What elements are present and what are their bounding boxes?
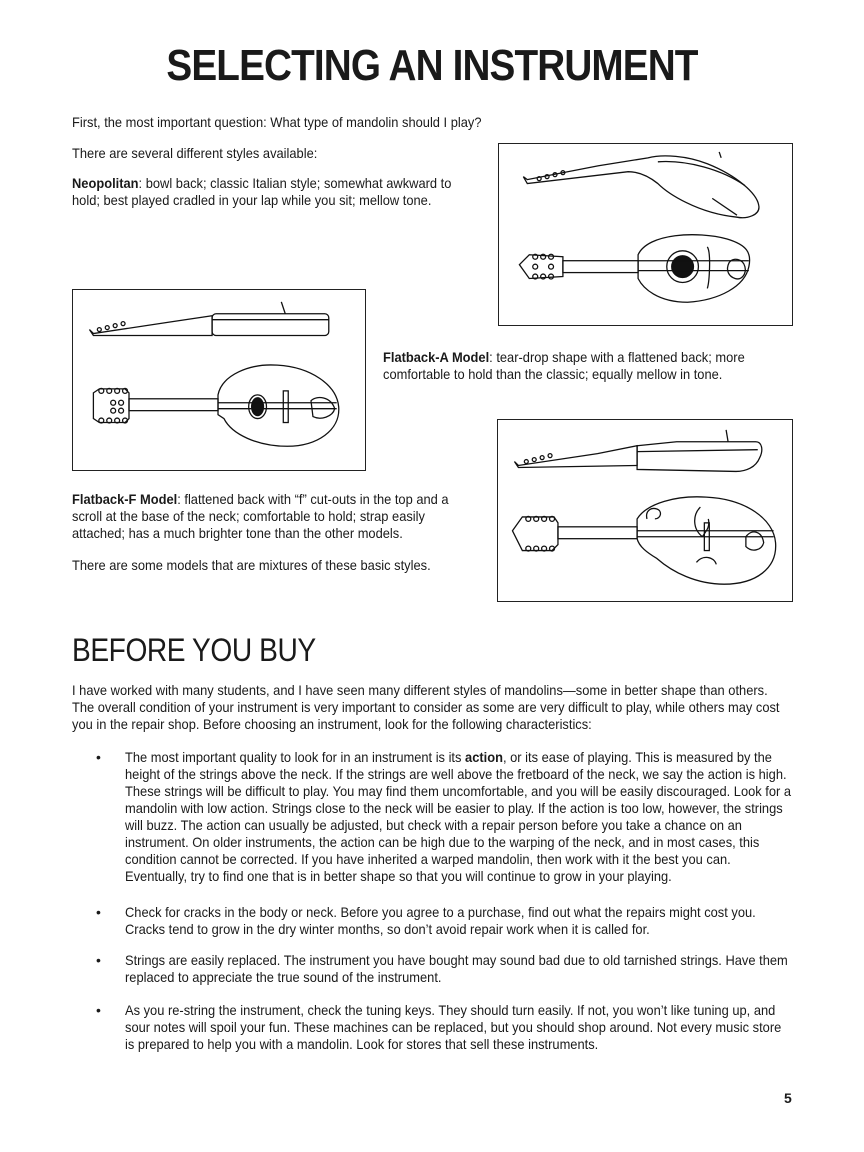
mixtures-note: There are some models that are mixtures of these basic styles. (72, 557, 431, 573)
bullet-text-cracks: Check for cracks in the body or neck. Before you agree to a purchase, find out what the repairs might cost you. Cracks tend to grow in the dry winter months, so don’t avoid repair work when it is called for. (125, 904, 756, 937)
flatback-a-text: : tear-drop shape with a flattened back; more comfortable to hold than the classic; equally mellow in tone. (383, 349, 745, 382)
flatback-f-illustration (497, 419, 793, 602)
before-you-buy-intro: I have worked with many students, and I have seen many different styles of mandolins—some in better shape than others. The overall condition of your instrument is very important to consider as some are very difficult to play, while others may cost you in the repair shop. Before choosing an instrument, look for the following characteristics: (72, 682, 780, 732)
bullet1-text-post: , or its ease of playing. This is measured by the height of the strings above the neck. If the strings are well above the fretboard of the neck, we say the action is high. These strings will be difficult to play. You may find them uncomfortable, and you will be easily discouraged. Look for a mandolin with low action. Strings close to the neck will be easier to play. If the action is too low, however, the strings will buzz. The action can usually be adjusted, but check with a repair person before you take a chance on an instrument. On older instruments, the action can be high due to the warping of the neck, and in most cases, this condition cannot be corrected. If you have inherited a warped mandolin, then work with it the best you can. Eventually, try to find one that is in better shape so that you will continue to grow in your playing. (125, 749, 792, 884)
flatback-f-text: : flattened back with “f” cut-outs in the top and a scroll at the base of the neck; comfortable to hold; strap easily attached; has a much brighter tone than the other models. (72, 491, 449, 541)
flatback-f-description (72, 491, 477, 542)
flatback-a-mandolin-drawing (73, 290, 365, 470)
neapolitan-name: Neopolitan (72, 175, 139, 191)
intro-question: First, the most important question: What type of mandolin should I play? (72, 114, 482, 130)
page-title: SELECTING AN INSTRUMENT (166, 41, 698, 90)
bullet-text-action (125, 749, 791, 885)
intro-styles: There are several different styles available: (72, 145, 318, 161)
flatback-a-name: Flatback-A Model (383, 349, 490, 365)
bullet-marker: • (96, 1002, 101, 1018)
flatback-a-illustration (72, 289, 366, 471)
neapolitan-mandolin-drawing (499, 144, 792, 325)
flatback-a-description (383, 349, 792, 383)
bullet-text-strings: Strings are easily replaced. The instrument you have bought may sound bad due to old tarnished strings. Have them replaced to appreciate the true sound of the instrument. (125, 952, 788, 985)
neapolitan-text: : bowl back; classic Italian style; somewhat awkward to hold; best played cradled in your lap while you sit; mellow tone. (72, 175, 452, 208)
section-heading-before-you-buy: BEFORE YOU BUY (72, 632, 316, 668)
bullet-text-tuning-keys: As you re-string the instrument, check the tuning keys. They should turn easily. If not, you won’t like tuning up, and sour notes will spoil your fun. These machines can be replaced, but you should shop around. Not every music store is prepared to help you with a mandolin. Look for stores that sell these instruments. (125, 1002, 782, 1052)
flatback-f-mandolin-drawing (498, 420, 792, 601)
bullet-marker: • (96, 904, 101, 920)
neapolitan-illustration (498, 143, 793, 326)
bullet-marker: • (96, 952, 101, 968)
bullet-marker: • (96, 749, 101, 765)
page-number: 5 (784, 1090, 792, 1106)
bullet1-text-pre: The most important quality to look for in an instrument is its (125, 749, 466, 765)
neapolitan-description (72, 175, 477, 209)
flatback-f-name: Flatback-F Model (72, 491, 178, 507)
bullet1-bold-term: action (465, 749, 503, 765)
